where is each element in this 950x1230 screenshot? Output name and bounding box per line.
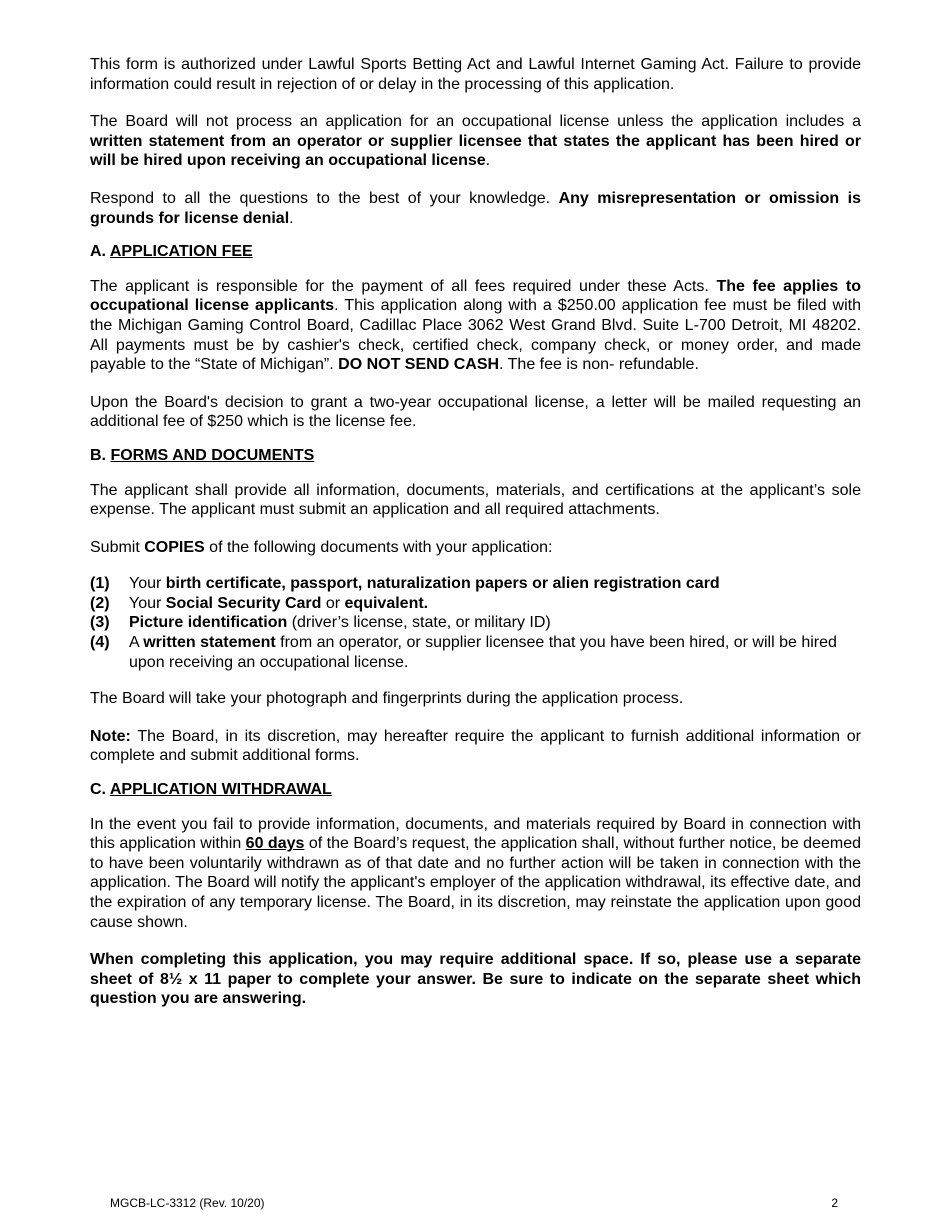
section-c-withdrawal-paragraph [90,815,861,933]
section-b-heading [90,446,861,466]
text-run: A [129,634,144,652]
intro-written-statement-paragraph [90,112,861,171]
text-run: . The fee is non- refundable. [499,356,699,374]
form-id: MGCB-LC-3312 (Rev. 10/20) [110,1196,265,1210]
text-run: from an operator, or supplier licensee that you have been hired, or will be hired upon receiving an occupational license. [129,634,837,671]
text-run: The Board will not process an application for an occupational license unless the application includes a [90,113,861,131]
list-item [90,613,861,633]
text-run: Your [129,575,166,593]
list-item-number: (3) [90,614,110,632]
bold-run: birth certificate, passport, naturalization papers or alien registration card [165,575,720,593]
section-title: APPLICATION WITHDRAWAL [109,781,332,799]
section-b-photo-paragraph: The Board will take your photograph and fingerprints during the application process. [90,690,684,708]
bold-run: The fee applies to occupational license applicants [90,277,861,315]
section-c-heading [90,780,861,800]
document-page [90,55,861,1009]
section-letter: C. [90,781,106,799]
list-item [90,594,861,614]
section-a-license-fee-paragraph: Upon the Board's decision to grant a two-year occupational license, a letter will be mailed requesting an additional fee of $250 which is the license fee. [90,393,861,431]
list-item [90,574,861,594]
text-run: (driver’s license, state, or military ID) [287,614,551,632]
text-run: or [321,594,345,612]
section-b-provide-paragraph: The applicant shall provide all information, documents, materials, and certifications at the applicant’s sole expense. The applicant must submit an application and all required attachments. [90,481,861,519]
note-label: Note: [90,727,131,745]
section-b-submit-copies-paragraph [90,538,861,558]
section-b-note-paragraph [90,727,861,766]
required-documents-list [90,574,861,672]
bold-run: Social Security Card [165,594,322,612]
text-run: In the event you fail to provide information, documents, and materials required by Board in connection with this application within [90,815,861,853]
text-run: Your [129,594,166,612]
bold-run: DO NOT SEND CASH [338,356,500,374]
text-run: of the Board’s request, the application shall, without further notice, be deemed to have been voluntarily withdrawn as of that date and no further action will be taken in connection with the application. The Board will notify the applicant's employer of the application withdrawal, its effective date, and the expiration of any temporary license. The Board, in its discretion, may reinstate the application upon good cause shown. [90,835,862,931]
text-run: . This application along with a $250.00 application fee must be filed with the Michigan Gaming Control Board, Cadillac Place 3062 West Grand Blvd. Suite L-700 Detroit, MI 48202. All payments must be by cashier's check, certified check, company check, or money order, and made payable to the “State of Michigan”. [90,297,861,374]
page-number: 2 [831,1196,838,1210]
text-run: of the following documents with your application: [204,538,553,556]
text-run: . [289,209,294,227]
section-title: FORMS AND DOCUMENTS [110,446,315,464]
closing-additional-space-paragraph: When completing this application, you may require additional space. If so, please use a separate sheet of 8½ x 11 paper to complete your answer. Be sure to indicate on the separate sheet which question you are answering. [90,951,861,1008]
list-item-number: (1) [90,575,110,593]
text-run: Submit [90,538,145,556]
bold-run: written statement [143,634,276,652]
text-run: Respond to all the questions to the best of your knowledge. [90,189,559,207]
text-run: The applicant is responsible for the payment of all fees required under these Acts. [90,277,717,295]
bold-run: Any misrepresentation or omission is grounds for license denial [90,189,862,227]
intro-authorization-paragraph: This form is authorized under Lawful Sports Betting Act and Lawful Internet Gaming Act. Failure to provide information could result in rejection of or delay in the processing of this application. [90,56,861,93]
list-item-number: (2) [90,594,110,612]
section-letter: B. [90,446,106,464]
bold-run: COPIES [144,538,205,556]
list-item-number: (4) [90,634,110,652]
section-a-fee-paragraph [90,277,861,375]
bold-underlined-run: 60 days [245,835,305,853]
bold-run: Picture identification [129,614,288,632]
intro-respond-paragraph [90,189,861,228]
text-run: . [485,152,491,170]
list-item [90,633,861,672]
section-title: APPLICATION FEE [109,243,253,261]
section-a-heading [90,242,861,262]
text-run: The Board, in its discretion, may hereafter require the applicant to furnish additional information or complete and submit additional forms. [90,727,861,765]
bold-run: equivalent. [344,594,429,612]
section-letter: A. [90,243,106,261]
bold-run: written statement from an operator or supplier licensee that states the applicant has been hired or will be hired upon receiving an occupational license [90,132,861,170]
